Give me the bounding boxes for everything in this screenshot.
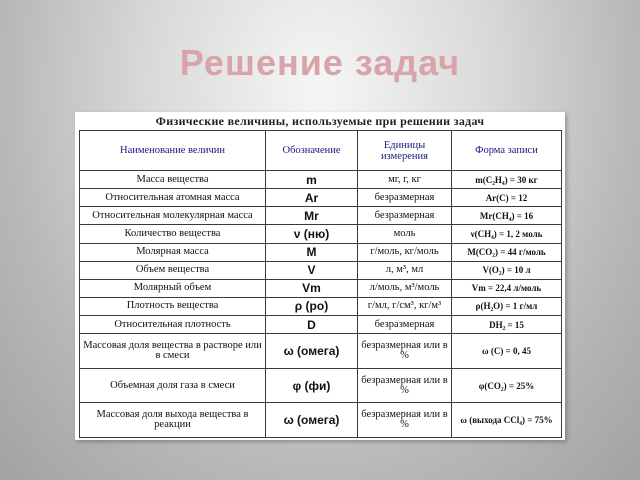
quantity-unit: г/моль, кг/моль [358,243,452,261]
quantity-symbol: ρ (ро) [266,297,358,315]
quantity-name: Объемная доля газа в смеси [80,368,266,403]
table-row [80,368,562,403]
table-sheet [75,112,565,440]
table-row [80,261,562,279]
quantity-symbol: D [266,316,358,334]
quantity-symbol: φ (фи) [266,368,358,403]
quantity-name: Массовая доля вещества в растворе или в смеси [80,334,266,369]
table-row [80,243,562,261]
column-header: Форма записи [452,131,562,171]
quantity-symbol: ω (омега) [266,334,358,369]
table-row [80,334,562,369]
quantity-unit: безразмерная [358,316,452,334]
quantity-unit: мг, г, кг [358,171,452,189]
table-row [80,189,562,207]
quantity-notation: ω (выхода CCl₄) = 75% [452,403,562,438]
quantity-symbol: Vm [266,279,358,297]
quantity-unit: л/моль, м³/моль [358,279,452,297]
quantity-symbol: V [266,261,358,279]
quantity-unit: безразмерная или в % [358,368,452,403]
quantity-name: Количество вещества [80,225,266,243]
quantity-unit: безразмерная или в % [358,403,452,438]
quantity-symbol: ν (ню) [266,225,358,243]
quantity-name: Молярная масса [80,243,266,261]
quantity-name: Плотность вещества [80,297,266,315]
quantity-unit: безразмерная [358,189,452,207]
table-header-row [80,131,562,171]
slide-title: Решение задач [179,42,461,83]
quantity-notation: Vm = 22,4 л/моль [452,279,562,297]
column-header: Единицы измерения [358,131,452,171]
table-row [80,225,562,243]
table-row [80,171,562,189]
quantity-notation: m(C₂H₄) = 30 кг [452,171,562,189]
quantity-name: Объем вещества [80,261,266,279]
quantity-unit: г/мл, г/см³, кг/м³ [358,297,452,315]
quantity-symbol: Mr [266,207,358,225]
table-row [80,207,562,225]
quantity-notation: ν(CH₄) = 1, 2 моль [452,225,562,243]
table-caption: Физические величины, используемые при решении задач [155,114,485,128]
table-row [80,297,562,315]
table-row [80,403,562,438]
quantity-notation: ρ(H₂O) = 1 г/мл [452,297,562,315]
table-row [80,279,562,297]
table-row [80,316,562,334]
column-header: Наименование величин [80,131,266,171]
quantity-name: Относительная плотность [80,316,266,334]
quantity-notation: M(CO₂) = 44 г/моль [452,243,562,261]
quantities-table [79,130,562,438]
quantity-notation: φ(CO₂) = 25% [452,368,562,403]
quantity-symbol: M [266,243,358,261]
quantity-unit: безразмерная или в % [358,334,452,369]
quantity-unit: безразмерная [358,207,452,225]
quantity-notation: V(O₂) = 10 л [452,261,562,279]
quantity-symbol: m [266,171,358,189]
quantity-name: Массовая доля выхода вещества в реакции [80,403,266,438]
quantity-name: Молярный объем [80,279,266,297]
quantity-name: Масса вещества [80,171,266,189]
quantity-unit: моль [358,225,452,243]
quantity-notation: Ar(C) = 12 [452,189,562,207]
quantity-unit: л, м³, мл [358,261,452,279]
column-header: Обозначение [266,131,358,171]
quantity-name: Относительная молекулярная масса [80,207,266,225]
quantity-notation: Mr(CH₄) = 16 [452,207,562,225]
quantity-notation: DH₂ = 15 [452,316,562,334]
quantity-symbol: Ar [266,189,358,207]
quantity-name: Относительная атомная масса [80,189,266,207]
quantity-symbol: ω (омега) [266,403,358,438]
quantity-notation: ω (C) = 0, 45 [452,334,562,369]
